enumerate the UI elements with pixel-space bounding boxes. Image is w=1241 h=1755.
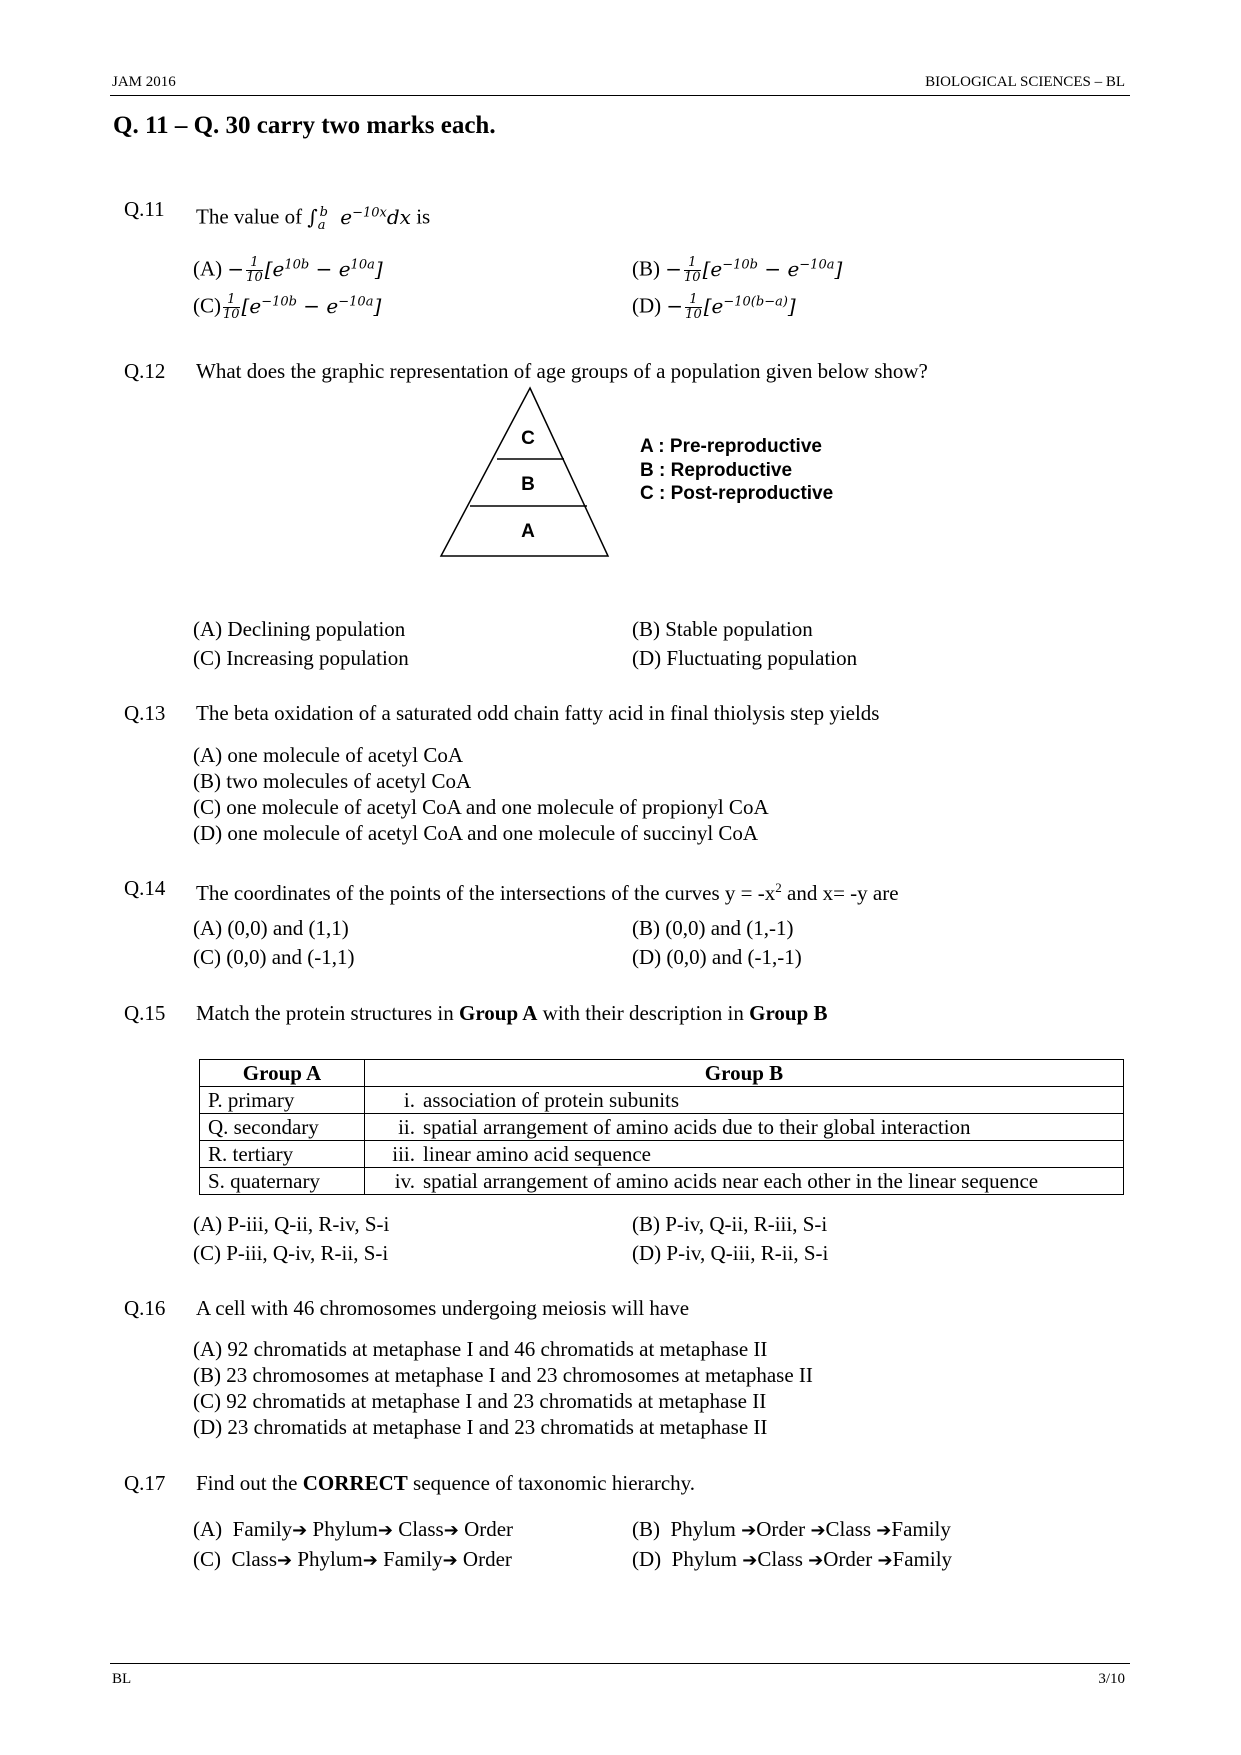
taxon: Order (464, 1517, 514, 1541)
stem-text: Find out the (196, 1471, 303, 1495)
option-label: (A) (193, 1517, 223, 1541)
option-a (193, 1516, 513, 1544)
stem-text: The coordinates of the points of the intersections of the curves y = -x (196, 881, 776, 905)
option-a: (A) − $\frac{1}{10}$ $[e^{10b} - e^{10a}]$ (193, 254, 383, 285)
legend-text: Pre-reproductive (669, 436, 822, 457)
roman-numeral: ii. (398, 1115, 415, 1139)
taxon: Class (757, 1547, 803, 1571)
description: spatial arrangement of amino acids due to their global interaction (423, 1115, 971, 1139)
option-b: (B) 23 chromosomes at metaphase I and 23 chromosomes at metaphase II (193, 1363, 813, 1387)
question-stem (196, 1470, 695, 1496)
matching-table (199, 1059, 1124, 1195)
integral-expression: $\int_a^b$ $e^{-10x}dx$ (307, 204, 411, 233)
pyramid-label-b: B (521, 474, 535, 495)
option-d: (D) − $\frac{1}{10}$ $[e^{-10(b-a)}]$ (632, 291, 796, 322)
group-b-cell (365, 1168, 1124, 1195)
option-d: (D) Fluctuating population (632, 646, 858, 670)
question-stem (196, 875, 899, 906)
taxon: Order (462, 1547, 512, 1571)
footer-paper-code: BL (112, 1671, 132, 1687)
arrow-right-icon: ➔ (876, 1520, 892, 1541)
stem-text-end: and x= -y are (781, 881, 899, 905)
group-a-cell: P. primary (200, 1087, 365, 1114)
option-b (632, 1516, 951, 1544)
roman-numeral: i. (403, 1088, 415, 1112)
option-b: (B) (0,0) and (1,-1) (632, 916, 794, 940)
arrow-right-icon: ➔ (292, 1520, 308, 1541)
arrow-right-icon: ➔ (377, 1520, 393, 1541)
question-number: Q.13 (124, 701, 166, 725)
legend-text: Post-reproductive (670, 483, 834, 504)
header-subject: BIOLOGICAL SCIENCES – BL (925, 74, 1125, 90)
option-b: (B) Stable population (632, 617, 813, 641)
option-label: (C) (193, 293, 221, 318)
option-c: (C) one molecule of acetyl CoA and one molecule of propionyl CoA (193, 795, 769, 819)
option-a: (A) Declining population (193, 617, 406, 641)
group-b-cell (365, 1141, 1124, 1168)
group-a-cell: S. quaternary (200, 1168, 365, 1195)
arrow-right-icon: ➔ (808, 1550, 824, 1571)
section-title: Q. 11 – Q. 30 carry two marks each. (113, 112, 496, 139)
question-number: Q.17 (124, 1471, 166, 1495)
description: spatial arrangement of amino acids near each other in the linear sequence (423, 1169, 1039, 1193)
question-stem (196, 1000, 828, 1026)
taxon: Order (823, 1547, 873, 1571)
footer-rule (110, 1663, 1130, 1664)
option-c: (C) 92 chromatids at metaphase I and 23 chromatids at metaphase II (193, 1389, 767, 1413)
option-a: (A) one molecule of acetyl CoA (193, 743, 463, 767)
roman-numeral: iv. (394, 1169, 415, 1193)
arrow-right-icon: ➔ (742, 1550, 758, 1571)
footer-page-number: 3/10 (1098, 1671, 1125, 1687)
option-c: (C) $\frac{1}{10}$ $[e^{-10b} - e^{-10a}]$ (193, 291, 382, 322)
group-a-cell: Q. secondary (200, 1114, 365, 1141)
question-number: Q.15 (124, 1001, 166, 1025)
stem-bold: Group B (749, 1001, 828, 1025)
taxon: Class (231, 1547, 278, 1571)
option-label: (A) (193, 256, 223, 281)
stem-text: Match the protein structures in (196, 1001, 460, 1025)
question-stem: A cell with 46 chromosomes undergoing meiosis will have (196, 1296, 690, 1320)
option-label: (B) (632, 256, 660, 281)
pyramid-label-a: A (521, 521, 535, 542)
arrow-right-icon: ➔ (362, 1550, 378, 1571)
group-b-cell (365, 1114, 1124, 1141)
age-pyramid-diagram (436, 385, 616, 560)
table-header-group-a: Group A (200, 1060, 365, 1087)
arrow-right-icon: ➔ (277, 1550, 293, 1571)
superscript: 2 (775, 880, 782, 895)
option-c: (C) P-iii, Q-iv, R-ii, S-i (193, 1241, 389, 1265)
taxon: Phylum (312, 1517, 378, 1541)
taxon: Phylum (670, 1517, 736, 1541)
arrow-right-icon: ➔ (741, 1520, 757, 1541)
description: association of protein subunits (423, 1088, 680, 1112)
stem-text: The value of (196, 204, 308, 229)
stem-bold: CORRECT (302, 1471, 408, 1495)
arrow-right-icon: ➔ (810, 1520, 826, 1541)
option-d: (D) 23 chromatids at metaphase I and 23 chromatids at metaphase II (193, 1415, 768, 1439)
option-label: (D) (632, 293, 662, 318)
question-number: Q.14 (124, 876, 166, 900)
question-stem: What does the graphic representation of age groups of a population given below show? (196, 359, 928, 383)
option-d: (D) one molecule of acetyl CoA and one molecule of succinyl CoA (193, 821, 759, 845)
option-c: (C) Increasing population (193, 646, 409, 670)
taxon: Class (398, 1517, 444, 1541)
taxon: Phylum (671, 1547, 738, 1571)
option-d: (D) P-iv, Q-iii, R-ii, S-i (632, 1241, 829, 1265)
option-b: (B) P-iv, Q-ii, R-iii, S-i (632, 1212, 828, 1236)
stem-text: sequence of taxonomic hierarchy. (407, 1471, 696, 1495)
group-b-cell (365, 1087, 1124, 1114)
option-b: (B) two molecules of acetyl CoA (193, 769, 472, 793)
header-exam-name: JAM 2016 (112, 74, 176, 90)
group-a-cell: R. tertiary (200, 1141, 365, 1168)
legend-key: C : (640, 483, 666, 504)
legend-key: A : (640, 436, 665, 457)
option-a: (A) (0,0) and (1,1) (193, 916, 349, 940)
taxon: Order (756, 1517, 806, 1541)
option-a: (A) 92 chromatids at metaphase I and 46 chromatids at metaphase II (193, 1337, 768, 1361)
option-label: (B) (632, 1517, 660, 1541)
legend-key: B : (640, 460, 666, 481)
roman-numeral: iii. (392, 1142, 415, 1166)
taxon: Family (383, 1547, 443, 1571)
question-number: Q.16 (124, 1296, 166, 1320)
stem-bold: Group A (459, 1001, 538, 1025)
stem-text: with their description in (537, 1001, 750, 1025)
option-c: (C) (0,0) and (-1,1) (193, 945, 355, 969)
option-label: (C) (193, 1547, 221, 1571)
table-row (200, 1168, 1124, 1195)
option-b: (B) − $\frac{1}{10}$ $[e^{-10b} - e^{-10a}]$ (632, 254, 843, 285)
header-rule (110, 95, 1130, 96)
table-row (200, 1114, 1124, 1141)
taxon: Family (892, 1547, 953, 1571)
table-header-group-b: Group B (365, 1060, 1124, 1087)
option-d (632, 1546, 952, 1574)
arrow-right-icon: ➔ (442, 1550, 458, 1571)
option-c (193, 1546, 512, 1574)
stem-text-end: is (410, 204, 431, 229)
table-header-row (200, 1060, 1124, 1087)
question-stem: The beta oxidation of a saturated odd chain fatty acid in final thiolysis step yields (196, 701, 880, 725)
taxon: Class (825, 1517, 872, 1541)
table-row (200, 1087, 1124, 1114)
table-row (200, 1141, 1124, 1168)
legend-item-b (640, 460, 792, 482)
description: linear amino acid sequence (423, 1142, 651, 1166)
taxon: Family (232, 1517, 293, 1541)
legend-text: Reproductive (670, 460, 793, 481)
taxon: Phylum (297, 1547, 363, 1571)
pyramid-label-c: C (521, 428, 535, 449)
legend-item-c (640, 483, 833, 505)
question-number: Q.11 (124, 197, 165, 221)
arrow-right-icon: ➔ (443, 1520, 459, 1541)
question-stem (196, 200, 430, 239)
legend-item-a (640, 436, 822, 458)
option-label: (D) (632, 1547, 662, 1571)
question-number: Q.12 (124, 359, 166, 383)
option-a: (A) P-iii, Q-ii, R-iv, S-i (193, 1212, 390, 1236)
taxon: Family (891, 1517, 951, 1541)
option-d: (D) (0,0) and (-1,-1) (632, 945, 802, 969)
arrow-right-icon: ➔ (877, 1550, 893, 1571)
